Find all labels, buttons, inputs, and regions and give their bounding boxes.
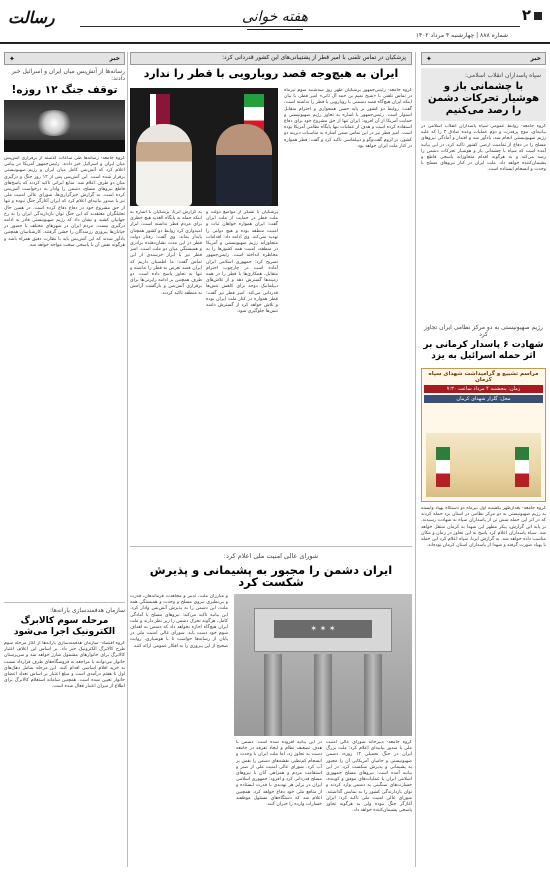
left-body: گروه جامعه- رسانه‌ها طی ساعات گذشته از برقراری آتش‌بس میان ایران و اسرائیل خبر دادند. رئیس‌جمهور آمریکا در پیامی اعلام کرد که آتش‌بس کامل میان ایران و رژیم صهیونیستی برقرار شده است. این آتش‌بس پس از ۱۲ روز جنگ و درگیری میان دو طرف اعلام شد. منابع ایرانی تاکید کردند که پاسخ‌های قاطع نیروهای مسلح، دشمن را وادار به درخواست آتش‌بس کرده است. به گزارش خبرگزاری‌ها، شورای عالی امنیت ملی نیز با صدور بیانیه‌ای اعلام کرد که ایران آغازگر جنگ نبوده و تنها از حق مشروع خود در دفاع دفاع کرده است. در همین حال تحلیلگران معتقدند که این جنگ توان بازدارندگی ایران را به رخ جهانیان کشید و نشان داد که رژیم صهیونیستی قادر به ادامه درگیری نیست. مردم ایران در شهرهای مختلف با حضور در خیابان‌ها پیروزی رزمندگان را جشن گرفتند. کارشناسان همچنین یادآور شدند که این آتش‌بس باید با نظارت دقیق همراه باشد و هرگونه نقض آن با پاسخی سخت مواجه خواهد شد.	[4, 156, 125, 248]
article-col-3: به گزارش ایرنا، پزشکیان با اشاره به اینکه حمله به پایگاه العدید هیچ خطری برای مردم قطر نداشته است، ابراز امیدواری کرد روابط دو کشور همچنان پایدار بماند. وی گفت: رفتار دولت قطر در این مدت نشان‌دهنده برادری و همبستگی میان دو ملت است. امیر قطر نیز با ابراز خرسندی از این تماس گفت: ما اطمینان داریم که ایران قصد تعرض به قطر را نداشته و تنها به تجاوز پاسخ داده است. دو طرف همچنین بر ادامه رایزنی‌ها برای برقراری آتش‌بس و بازگشت آرامش به منطقه تاکید کردند.	[130, 210, 202, 296]
article-headline: ایران به هیچ‌وجه قصد رویارویی با قطر را ندارد	[143, 67, 399, 80]
lead-body: گروه جامعه- روابط عمومی سپاه پاسداران انقلاب اسلامی در بیانیه‌ای، موج پرقدرت و دوم عملیات وعده صادق ۳ را که علیه رژیم صهیونیستی انجام شد، یادآور شد و اقتدار و آمادگی نیروهای مسلح را در دفاع از تمامیت ارضی کشور تاکید کرد. در این بیانیه آمده است که سپاه با چشمانی باز و هوشیار تحرکات دشمن را رصد می‌کند و به هرگونه اقدام متجاوزانه پاسخی قاطع و پشیمان‌کننده خواهد داد. ملت ایران در کنار نیروهای مسلح با وحدت و انسجام ایستاده است.	[421, 124, 546, 173]
center-bottom-article	[130, 548, 412, 867]
missile-launch-photo	[4, 100, 125, 152]
article-col-3: در این بیانیه افزوده شده است: دشمن با هدف تضعیف نظام و ایجاد تفرقه در جامعه دست به تجاوز زد، اما ملت ایران با وحدت و انسجام کم‌نظیر، نقشه‌های دشمن را نقش بر آب کرد. شورای عالی امنیت ملی از صبر و استقامت مردم و همراهی آنان با نیروهای مسلح قدردانی کرد و افزود: جمهوری اسلامی ایران در برابر هر تهدیدی با قدرت ایستاده و از منافع ملی خود دفاع خواهد کرد. همچنین اعلام شد که دستگاه‌های مسئول موظفند خسارات وارده را جبران کنند.	[236, 740, 322, 808]
flag-icon	[515, 447, 529, 487]
page-header	[0, 0, 550, 44]
ad-strip-place: محل: گلزار شهدای کرمان	[424, 395, 543, 403]
person-figure	[136, 124, 192, 206]
ad-image	[426, 433, 541, 497]
article-col-2: گروه جامعه- دبیرخانه شورای عالی امنیت ملی با صدور بیانیه‌ای اعلام کرد: ملت بزرگ ایران در جنگ تحمیلی ۱۲ روزه، دشمن صهیونیستی و حامیان آمریکایی آن را مجبور به پشیمانی و پذیرش شکست کرد. در این بیانیه آمده است: نیروهای مسلح جمهوری اسلامی ایران با عملیات‌های موفق و کوبنده، خسارت‌های سنگینی به دشمن وارد کردند و توان بازدارندگی کشور را به نمایش گذاشتند. شورای عالی امنیت ملی تاکید کرد: ایران آغازگر جنگ نبوده ولی به هرگونه تجاوز پاسخی پشیمان‌کننده خواهد داد.	[326, 740, 412, 814]
article-headline: ایران دشمن را مجبور به پشیمانی و پذیرش شکست کرد	[149, 563, 393, 589]
pillar	[314, 654, 332, 736]
left-column	[4, 52, 125, 867]
pillar	[264, 654, 282, 736]
lead-kicker: سپاه پاسداران انقلاب اسلامی:	[465, 72, 541, 79]
article-col-2: پزشکیان با تشکر از مواضع دولت و ملت قطر در حمایت از ملت ایران گفت: ایران همواره خواهان ثبات و امنیت منطقه بوده و هیچ دولتی را تهدید نمی‌کند. وی ادامه داد: اقدامات متجاوزانه رژیم صهیونیستی و آمریکا در منطقه، امنیت همه کشورها را به مخاطره انداخته است. رئیس‌جمهور تصریح کرد: جمهوری اسلامی ایران آماده است در چارچوب احترام متقابل، همکاری‌ها با قطر را در همه زمینه‌ها گسترش دهد و از تلاش‌های دیپلماتیک دوحه برای کاهش تنش‌ها قدردانی می‌کند. امیر قطر نیز گفت: قطر همواره در کنار ملت ایران بوده و تلاش خواهد کرد از گسترش دامنه تنش‌ها جلوگیری شود.	[206, 210, 278, 315]
section-tab	[4, 52, 125, 65]
supplement-logo: هفته خوانی	[225, 2, 325, 34]
second-kicker: رژیم صهیونیستی به دو مرکز نظامی ایران تجاوز کرد	[424, 324, 543, 338]
article-col-1: گروه جامعه- رئیس‌جمهور پزشکیان ظهر روز سه‌شنبه سوم تیرماه در تماس تلفنی با «شیخ تمیم بن حمد آل ثانی» امیر قطر، با بیان اینکه ایران هیچ‌گاه قصد دشمنی یا رویارویی با قطر را نداشته است، گفت: روابط دو کشور بر پایه حسن همجواری و احترام متقابل استوار است. رئیس‌جمهور با اشاره به تجاوز رژیم صهیونیستی و حمایت آمریکا از آن افزود: ایران تنها از حق مشروع خود برای دفاع استفاده کرده است و هدف از عملیات تنها پایگاه نظامی آمریکا بوده است. امیر قطر نیز در این تماس ضمن اشاره به مناسبات دیرینه دو کشور، بر لزوم گفت‌وگو و دیپلماسی تاکید کرد و گفت: قطر همواره در کنار ملت ایران خواهد بود.	[284, 88, 412, 149]
column-divider	[127, 52, 128, 867]
section-divider	[4, 602, 125, 603]
lead-story-box	[421, 68, 546, 121]
section-divider	[130, 546, 412, 547]
star-icon: ✦	[9, 54, 15, 63]
second-body: گروه جامعه- بعدازظهر یکشنبه اول تیرماه دو دستگاه پهپاد وابسته به رژیم صهیونیستی به دو مرکز نظامی در استان یزد حمله کردند که در اثر این حمله شش تن از پاسداران سپاه به شهادت رسیدند. بر پایه این گزارش، پیکر مطهر این شهدا به کرمان منتقل خواهد شد. سپاه پاسداران اعلام کرد پاسخ به این تجاوز در زمان و مکان مناسب داده خواهد شد. به گزارش ایرنا، سپاه اعلام کرد این حمله با پهپاد صورت گرفته و شهدا از پاسداران استان کرمان بوده‌اند.	[421, 506, 546, 549]
article-col-1: و مبارزان ملت، تدبیر و مجاهدت فرماندهان، قدرت و بی‌نظیری نیروی مسلح و وحدت و همبستگی همه ملت، این دشمن را به پذیرش آتش‌بس وادار کرد. این بیانیه تاکید می‌کند: نیروهای مسلح با آمادگی کامل، هرگونه تحرک دشمن را زیر نظر دارند و ملت ایران هیچ‌گاه اجازه نخواهد داد که دشمن به اهداف شوم خود دست یابد. شورای عالی امنیت ملی در پایان از رسانه‌ها خواست تا با هوشیاری، روایت صحیح از این پیروزی را به افکار عمومی ارائه کنند.	[130, 594, 228, 649]
article-kicker: شورای عالی امنیت ملی اعلام کرد:	[223, 552, 319, 560]
square-icon	[534, 12, 542, 20]
person-figure	[216, 124, 272, 206]
building-sign: ✶ ✶ ✶	[274, 620, 372, 638]
section-tab	[421, 52, 546, 65]
ground	[4, 140, 125, 152]
ad-title: مراسم تشییع و گرامیداشت شهدای سپاه کرمان	[428, 371, 539, 383]
advertisement	[421, 368, 546, 502]
lead-headline: با چشمانی باز و هوشیار تحرکات دشمن را رصد می‌کنیم	[427, 81, 540, 116]
bottom-body: گروه اقتصاد- سازمان هدفمندسازی یارانه‌ها از آغاز مرحله سوم طرح کالابرگ الکترونیک خبر داد. بر اساس این اعلام، اعتبار کالابرگ برای خانوارهای مشمول شارژ خواهد شد و سرپرستان خانوار می‌توانند با مراجعه به فروشگاه‌های طرف قرارداد نسبت به خرید اقلام اساسی اقدام کنند. این مرحله شامل دهک‌های اول تا هفتم درآمدی است و مبلغ اعتبار بر اساس تعداد اعضای خانوار تعیین شده است. همچنین سامانه استعلام کالابرگ برای اطلاع از میزان اعتبار فعال شده است.	[4, 641, 125, 690]
flag-icon	[436, 447, 450, 487]
second-headline: شهادت ۶ پاسدار کرمانی بر اثر حمله اسرائیل به یزد	[423, 340, 544, 361]
section-label: خبر	[530, 55, 541, 62]
brand-logo: رسالت	[8, 8, 55, 27]
page-number: ۲	[522, 6, 542, 24]
right-column	[421, 52, 546, 867]
ad-strip-time: زمان: پنجشنبه ۴ مرداد ساعت ۷:۳۰	[424, 385, 543, 393]
left-kicker: رسانه‌ها از آتش‌بس میان ایران و اسرائیل خبر دادند:	[11, 68, 125, 82]
header-rule	[330, 26, 520, 27]
pillar	[364, 654, 382, 736]
bottom-kicker: سازمان هدفمندسازی یارانه‌ها:	[49, 607, 125, 614]
column-divider	[415, 52, 416, 867]
center-top-article	[130, 52, 412, 544]
article-tab: پزشکیان در تماس تلفنی با امیر قطر از پشتیبانی‌های این کشور قدردانی کرد:	[130, 52, 412, 65]
leaders-photo	[130, 88, 278, 206]
issue-line: شماره ۸۸۸ | چهارشنبه ۴ مرداد ۱۴۰۲	[415, 32, 508, 39]
explosion-flash	[34, 110, 74, 136]
star-icon: ✦	[426, 54, 432, 63]
bottom-headline: مرحله سوم کالابرگ الکترونیک اجرا می‌شود	[13, 616, 116, 637]
header-rule	[80, 26, 340, 27]
section-label: خبر	[109, 55, 120, 62]
council-building-photo	[234, 594, 412, 736]
left-headline: توقف جنگ ۱۲ روزه!	[11, 84, 118, 96]
